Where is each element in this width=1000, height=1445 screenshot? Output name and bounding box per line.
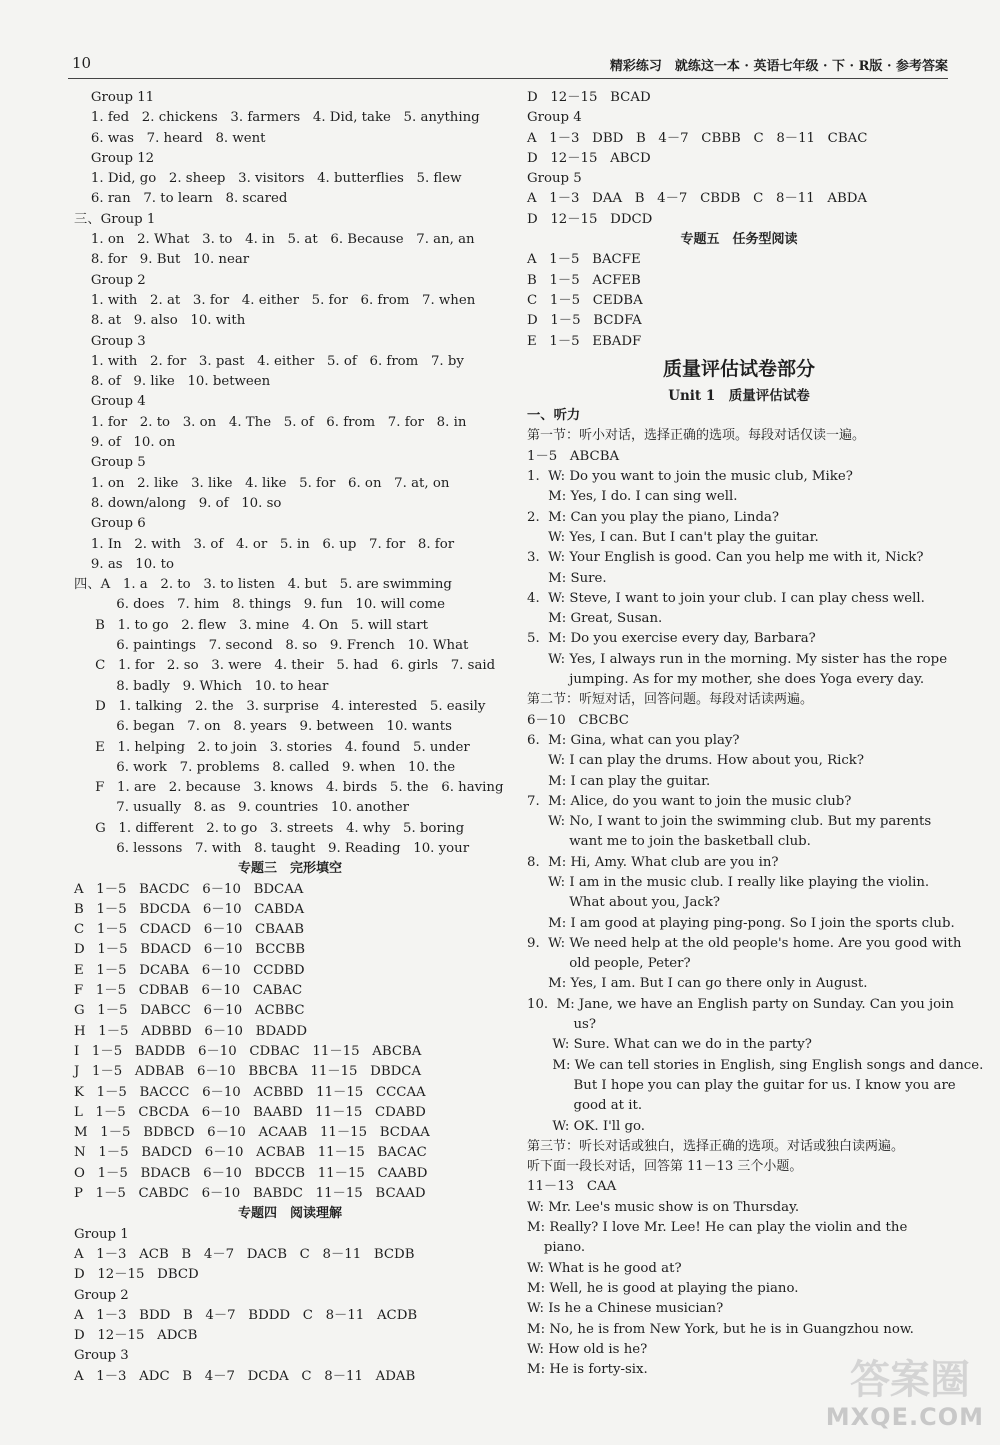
text-line: G 1－5 DABCC 6－10 ACBBC [74, 1003, 305, 1019]
text-line: O 1－5 BDACB 6－10 BDCCB 11－15 CAABD [74, 1165, 428, 1181]
section-heading: Unit 1 质量评估试卷 [668, 387, 810, 404]
text-line: 8. for 9. But 10. near [74, 252, 250, 268]
text-line: 8. badly 9. Which 10. to hear [74, 678, 329, 694]
text-line: W: Mr. Lee's music show is on Thursday. [527, 1199, 800, 1215]
text-line: M: I am good at playing ping-pong. So I join the sports club. [527, 915, 955, 931]
text-line: W: No, I want to join the swimming club. But my parents [527, 814, 932, 830]
running-title: 精彩练习 就练这一本 · 英语七年级 · 下 · R版 · 参考答案 [609, 59, 948, 74]
section-heading: 质量评估试卷部分 [662, 357, 815, 380]
text-line: 9. of 10. on [74, 435, 176, 451]
text-line: A 1－5 BACFE [527, 252, 641, 268]
text-line: D 12－15 ADCB [74, 1328, 198, 1344]
text-line: 6. does 7. him 8. things 9. fun 10. will come [74, 597, 446, 613]
text-line: 听下面一段长对话，回答第 11－13 三个小题。 [527, 1159, 803, 1175]
text-line: M: Yes, I am. But I can go there only in August. [527, 976, 868, 992]
text-line: N 1－5 BADCD 6－10 ACBAB 11－15 BACAC [74, 1145, 427, 1161]
text-line: K 1－5 BACCC 6－10 ACBBD 11－15 CCCAA [74, 1084, 426, 1100]
text-line: C 1－5 CDACD 6－10 CBAAB [74, 922, 304, 938]
text-line: Group 4 [74, 394, 146, 410]
text-line: 2. M: Can you play the piano, Linda? [527, 509, 780, 525]
text-line: F 1. are 2. because 3. knows 4. birds 5. the 6. having [74, 780, 504, 796]
text-line: E 1－5 EBADF [527, 333, 642, 349]
text-line: 9. as 10. to [74, 556, 174, 572]
text-line: M: I can play the guitar. [527, 773, 711, 789]
text-line: A 1－3 DBD B 4－7 CBBB C 8－11 CBAC [527, 130, 868, 146]
text-line: A 1－5 BACDC 6－10 BDCAA [74, 881, 304, 897]
text-line: 8. M: Hi, Amy. What club are you in? [527, 854, 779, 870]
text-line: W: I can play the drums. How about you, Rick? [527, 753, 864, 769]
text-line: want me to join the basketball club. [527, 834, 811, 850]
text-line: 3. W: Your English is good. Can you help me with it, Nick? [527, 550, 924, 566]
text-line: M: Well, he is good at playing the piano. [527, 1280, 799, 1296]
text-line: Group 3 [74, 333, 146, 349]
text-line: D 12－15 BCAD [527, 90, 651, 105]
text-line: W: Yes, I can. But I can't play the guitar. [527, 529, 819, 545]
text-line: W: I am in the music club. I really like playing the violin. [527, 874, 930, 890]
text-line: M: He is forty-six. [527, 1362, 648, 1378]
text-line: E 1－5 DCABA 6－10 CCDBD [74, 962, 305, 978]
text-line: I 1－5 BADDB 6－10 CDBAC 11－15 ABCBA [74, 1043, 422, 1059]
text-line: Group 2 [74, 272, 146, 288]
text-line: good at it. [527, 1098, 643, 1114]
watermark [824, 1351, 984, 1431]
text-line: C 1－5 CEDBA [527, 292, 643, 308]
text-line: 1. In 2. with 3. of 4. or 5. in 6. up 7. for 8. for [74, 536, 455, 552]
text-line: 1. on 2. What 3. to 4. in 5. at 6. Because 7. an, an [74, 232, 475, 248]
text-line: old people, Peter? [527, 956, 691, 972]
text-line: W: Is he a Chinese musician? [527, 1301, 724, 1317]
text-line: W: OK. I'll go. [527, 1118, 646, 1134]
text-line: 9. W: We need help at the old people's home. Are you good with [527, 935, 962, 951]
text-line: 1. for 2. to 3. on 4. The 5. of 6. from 7. for 8. in [74, 414, 467, 430]
text-line: M 1－5 BDBCD 6－10 ACAAB 11－15 BCDAA [74, 1125, 430, 1141]
text-line: J 1－5 ADBAB 6－10 BBCBA 11－15 DBDCA [74, 1064, 422, 1080]
text-line: M: Great, Susan. [527, 611, 663, 627]
text-line: D 12－15 DBCD [74, 1267, 199, 1283]
text-line: D 12－15 DDCD [527, 211, 653, 227]
text-line: 6. lessons 7. with 8. taught 9. Reading 10. your [74, 840, 470, 856]
text-line: M: Sure. [527, 570, 607, 586]
text-line: 三、Group 1 [74, 211, 156, 227]
text-line: E 1. helping 2. to join 3. stories 4. found 5. under [74, 739, 470, 755]
text-line: 8. down/along 9. of 10. so [74, 495, 282, 511]
text-line: M: No, he is from New York, but he is in Guangzhou now. [527, 1321, 914, 1337]
left-column [74, 88, 506, 1387]
text-line: us? [527, 1017, 597, 1033]
text-line: 8. of 9. like 10. between [74, 374, 271, 390]
section-heading: 专题五 任务型阅读 [680, 232, 798, 248]
text-line: 1. fed 2. chickens 3. farmers 4. Did, take 5. anything [74, 110, 480, 126]
text-line: B 1－5 BDCDA 6－10 CABDA [74, 901, 305, 917]
text-line: A 1－3 DAA B 4－7 CBDB C 8－11 ABDA [527, 191, 867, 207]
text-line: Group 12 [74, 150, 155, 166]
text-line: D 1－5 BDACD 6－10 BCCBB [74, 942, 306, 958]
text-line: W: How old is he? [527, 1341, 648, 1357]
text-line: A 1－3 ACB B 4－7 DACB C 8－11 BCDB [74, 1246, 415, 1262]
text-line: 6. M: Gina, what can you play? [527, 732, 740, 748]
text-line: M: Really? I love Mr. Lee! He can play the violin and the [527, 1220, 908, 1236]
text-line: 6. ran 7. to learn 8. scared [74, 191, 288, 207]
text-line: 四、A 1. a 2. to 3. to listen 4. but 5. are swimming [74, 577, 452, 593]
watermark-site: MXQE.COM [825, 1403, 984, 1431]
text-line: P 1－5 CABDC 6－10 BABDC 11－15 BCAAD [74, 1186, 426, 1202]
text-line: 1. W: Do you want to join the music club, Mike? [527, 469, 853, 485]
text-line: M: Yes, I do. I can sing well. [527, 489, 738, 505]
text-line: D 1－5 BCDFA [527, 313, 642, 329]
text-line: 一、听力 [527, 408, 581, 424]
section-heading: 专题四 阅读理解 [237, 1206, 342, 1222]
text-line: What about you, Jack? [527, 895, 720, 911]
watermark-logo: 答案圈 [850, 1357, 970, 1403]
text-line: D 1. talking 2. the 3. surprise 4. interested 5. easily [74, 698, 486, 714]
page-header [68, 52, 948, 76]
text-line: Group 2 [74, 1287, 129, 1303]
text-line: 第三节：听长对话或独白，选择正确的选项。对话或独白读两遍。 [527, 1138, 905, 1154]
text-line: 8. at 9. also 10. with [74, 313, 246, 329]
text-line: 4. W: Steve, I want to join your club. I can play chess well. [527, 590, 925, 606]
header-rule [68, 78, 948, 79]
text-line: Group 1 [74, 1226, 129, 1242]
text-line: 7. M: Alice, do you want to join the music club? [527, 793, 852, 809]
text-line: Group 5 [74, 455, 146, 471]
text-line: 第一节：听小对话，选择正确的选项。每段对话仅读一遍。 [527, 428, 866, 444]
text-line: 6. was 7. heard 8. went [74, 130, 266, 146]
text-line: 1. Did, go 2. sheep 3. visitors 4. butterflies 5. flew [74, 171, 462, 187]
text-line: A 1－3 ADC B 4－7 DCDA C 8－11 ADAB [74, 1368, 416, 1384]
text-line: 第二节：听短对话，回答问题。每段对话读两遍。 [527, 692, 814, 708]
text-line: F 1－5 CDBAB 6－10 CABAC [74, 983, 303, 999]
text-line: 11－13 CAA [527, 1179, 617, 1195]
text-line: Group 5 [527, 171, 582, 187]
text-line: Group 3 [74, 1348, 129, 1364]
page-number: 10 [72, 54, 92, 72]
text-line: W: Sure. What can we do in the party? [527, 1037, 812, 1053]
text-line: M: We can tell stories in English, sing English songs and dance. [527, 1057, 984, 1073]
text-line: 6. work 7. problems 8. called 9. when 10. the [74, 759, 456, 775]
text-line: L 1－5 CBCDA 6－10 BAABD 11－15 CDABD [74, 1104, 426, 1120]
text-line: A 1－3 BDD B 4－7 BDDD C 8－11 ACDB [74, 1307, 418, 1323]
text-line: H 1－5 ADBBD 6－10 BDADD [74, 1023, 308, 1039]
text-line: Group 4 [527, 110, 582, 126]
text-line: G 1. different 2. to go 3. streets 4. why 5. boring [74, 820, 465, 836]
text-line: piano. [527, 1240, 586, 1256]
text-line: 1. with 2. for 3. past 4. either 5. of 6. from 7. by [74, 353, 464, 369]
text-line: 6. began 7. on 8. years 9. between 10. wants [74, 719, 452, 735]
text-line: 6－10 CBCBC [527, 712, 629, 728]
text-line: 5. M: Do you exercise every day, Barbara? [527, 631, 816, 647]
text-line: 6. paintings 7. second 8. so 9. French 10. What [74, 638, 469, 654]
text-line: Group 6 [74, 516, 146, 532]
text-line: But I hope you can play the guitar for us. I know you are [527, 1077, 956, 1093]
text-line: C 1. for 2. so 3. were 4. their 5. had 6. girls 7. said [74, 658, 496, 674]
text-line: W: What is he good at? [527, 1260, 682, 1276]
text-line: 1－5 ABCBA [527, 448, 620, 464]
text-line: jumping. As for my mother, she does Yoga every day. [527, 672, 925, 688]
text-line: 1. with 2. at 3. for 4. either 5. for 6. from 7. when [74, 292, 476, 308]
section-heading: 专题三 完形填空 [237, 861, 342, 877]
text-line: 7. usually 8. as 9. countries 10. another [74, 800, 409, 816]
text-line: 1. on 2. like 3. like 4. like 5. for 6. on 7. at, on [74, 475, 450, 491]
text-line: Group 11 [74, 90, 155, 105]
text-line: 10. M: Jane, we have an English party on Sunday. Can you join [527, 996, 954, 1012]
text-line: D 12－15 ABCD [527, 150, 651, 166]
text-line: B 1－5 ACFEB [527, 272, 641, 288]
text-line: B 1. to go 2. flew 3. mine 4. On 5. will start [74, 617, 429, 633]
text-line: W: Yes, I always run in the morning. My sister has the rope [527, 651, 948, 667]
